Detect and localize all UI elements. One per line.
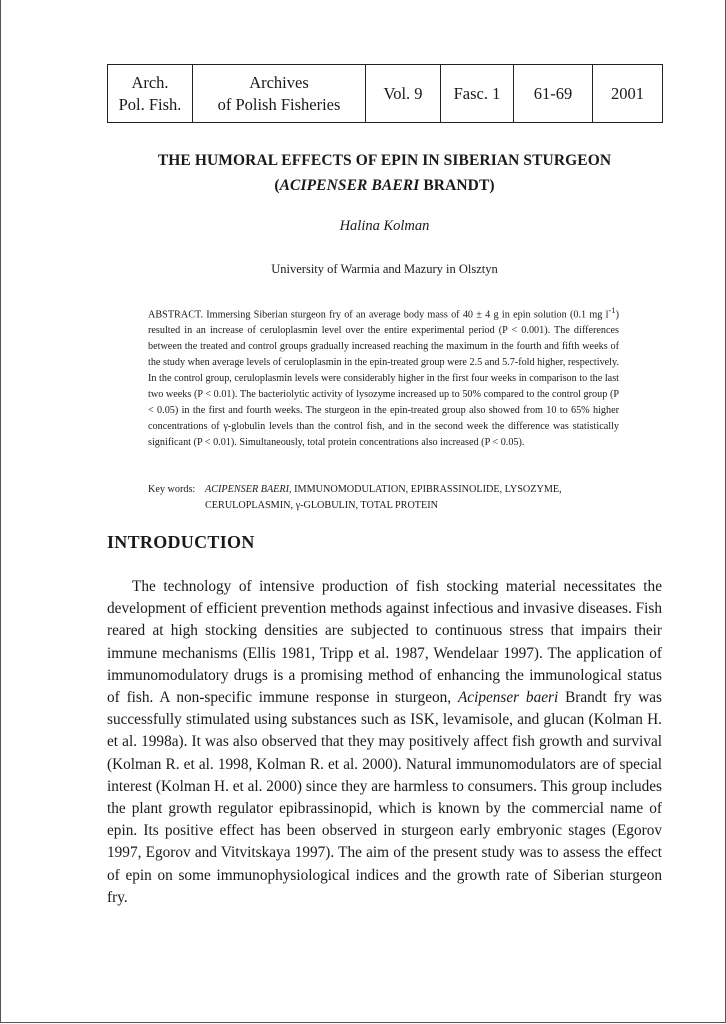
introduction-text-part2: Brandt fry was successfully stimulated using substances such as ISK, levamisole, and glucan (Kolman H. et al. 1998a). It was also observed that they may positively affect fish growth and survival (Kolman R. et al. 1998, Kolman R. et al. 2000). Natural immunomodulators are of special interest (Kolman H. et al. 2000) since they are harmless to consumers. This group includes the plant growth regulator epibrassinopid, which is known by the commercial name of epin. Its positive effect has been observed in sturgeon early embryonic stages (Egorov 1997, Egorov and Vitvitskaya 1997). The aim of the present study was to assess the effect of epin on some immunophysiological indices and the growth rate of Siberian sturgeon fry.: [107, 689, 662, 906]
journal-name: [193, 65, 366, 123]
title-line1: THE HUMORAL EFFECTS OF EPIN IN SIBERIAN STURGEON: [157, 152, 612, 169]
keywords-line1-rest: , IMMUNOMODULATION, EPIBRASSINOLIDE, LYSOZYME,: [289, 484, 562, 495]
journal-name-line2: of Polish Fisheries: [217, 94, 341, 114]
title-line2: [107, 173, 662, 198]
title-authority: BRANDT): [419, 177, 495, 194]
abstract: [148, 302, 619, 451]
journal-year: 2001: [593, 65, 663, 123]
abstract-text-part2: ) resulted in an increase of ceruloplasmin level over the entire experimental period (P < 0.001). The differences between the treated and control groups gradually increased reaching the maximum in the fourth and fifth weeks of the study when average levels of ceruloplasmin in the epin-treated group were 2.5 and 5.7-fold higher, respectively. In the control group, ceruloplasmin levels were considerably higher in the first four weeks in comparison to the last two weeks (P < 0.01). The bacteriolytic activity of lysozyme increased up to 50% compared to the control group (P < 0.05) in the first and fourth weeks. The sturgeon in the epin-treated group also showed from 10 to 65% higher concentrations of γ-globulin levels than the control fish, and in the second week the difference was statistically significant (P < 0.01). Simultaneously, total protein concentrations also increased (P < 0.05).: [148, 309, 619, 449]
title-species: ACIPENSER BAERI: [279, 177, 420, 194]
keywords-line1: [148, 482, 619, 498]
keywords: [148, 482, 619, 514]
section-heading-introduction: INTRODUCTION: [107, 532, 255, 552]
journal-fascicle: Fasc. 1: [441, 65, 514, 123]
abstract-superscript: -1: [608, 305, 616, 315]
introduction-paragraph: [107, 576, 662, 909]
keywords-species: ACIPENSER BAERI: [205, 484, 290, 495]
paper-title: [107, 148, 662, 198]
journal-abbrev-line1: Arch.: [131, 72, 169, 92]
journal-volume: Vol. 9: [366, 65, 441, 123]
abstract-text-part1: ABSTRACT. Immersing Siberian sturgeon fry of an average body mass of 40 ± 4 g in epin solution (0.1 mg l: [148, 309, 609, 321]
journal-header-table: [107, 64, 663, 123]
introduction-text-part1: The technology of intensive production of fish stocking material necessitates the development of efficient prevention methods against infectious and invasive diseases. Fish reared at high stocking densities are subjected to continuous stress that impairs their immune mechanisms (Ellis 1981, Tripp et al. 1987, Wendelaar 1997). The application of immunomodulatory drugs is a promising method of enhancing the immunological status of fish. A non-specific immune response in sturgeon,: [107, 578, 662, 707]
title-paren: (: [274, 177, 280, 194]
keywords-label: Key words:: [148, 484, 196, 495]
journal-abbreviation: [108, 65, 193, 123]
author-name: Halina Kolman: [339, 218, 430, 234]
journal-pages: 61-69: [514, 65, 593, 123]
introduction-species: Acipenser baeri: [457, 689, 559, 707]
journal-abbrev-line2: Pol. Fish.: [118, 94, 182, 114]
journal-name-line1: Archives: [249, 72, 309, 92]
keywords-line2: CERULOPLASMIN, γ-GLOBULIN, TOTAL PROTEIN: [205, 500, 438, 511]
author-affiliation: University of Warmia and Mazury in Olsztyn: [271, 262, 498, 276]
